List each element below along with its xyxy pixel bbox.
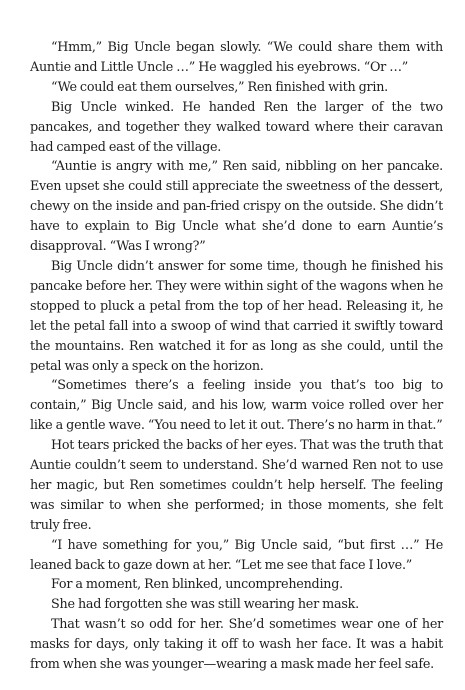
book-page [30, 38, 443, 675]
paragraph: She had forgotten she was still wearing her mask. [51, 597, 359, 613]
paragraph: “I have something for you,” Big Uncle said, “but first …” He leaned back to gaze down at her. “Let me see that face I love.” [30, 537, 443, 573]
paragraph: Big Uncle didn’t answer for some time, though he finished his pancake before her. They were within sight of the wagons when he stopped to pluck a petal from the top of her head. Releasing it, he let the petal fall into a swoop of wind that carried it swiftly toward the mountains. Ren watched it for as long as she could, until the petal was only a speck on the horizon. [30, 258, 443, 374]
paragraph: “Auntie is angry with me,” Ren said, nibbling on her pancake. Even upset she could still appreciate the sweetness of the dessert, chewy on the inside and pan-fried crispy on the outside. She didn’t have to explain to Big Uncle what she’d done to earn Auntie’s disapproval. “Was I wrong?” [30, 159, 443, 255]
paragraph: Hot tears pricked the backs of her eyes. That was the truth that Auntie couldn’t seem to understand. She’d warned Ren not to use her magic, but Ren sometimes couldn’t help herself. The feeling was similar to when she performed; in those moments, she felt truly free. [30, 438, 443, 533]
paragraph: Big Uncle winked. He handed Ren the larger of the two pancakes, and together they walked toward where their caravan had camped east of the village. [30, 99, 443, 155]
paragraph: “Sometimes there’s a feeling inside you that’s too big to contain,” Big Uncle said, and his low, warm voice rolled over her like a gentle wave. “You need to let it out. There’s no harm in that.” [30, 378, 443, 434]
paragraph: “Hmm,” Big Uncle began slowly. “We could share them with Auntie and Little Uncle …” He waggled his eyebrows. “Or …” [30, 40, 443, 75]
paragraph: That wasn’t so odd for her. She’d sometimes wear one of her masks for days, only taking it off to wash her face. It was a habit from when she was younger—wearing a mask made her feel safe. [30, 617, 443, 673]
paragraph: “We could eat them ourselves,” Ren finished with grin. [51, 79, 388, 95]
paragraph: For a moment, Ren blinked, uncomprehending. [51, 577, 343, 593]
